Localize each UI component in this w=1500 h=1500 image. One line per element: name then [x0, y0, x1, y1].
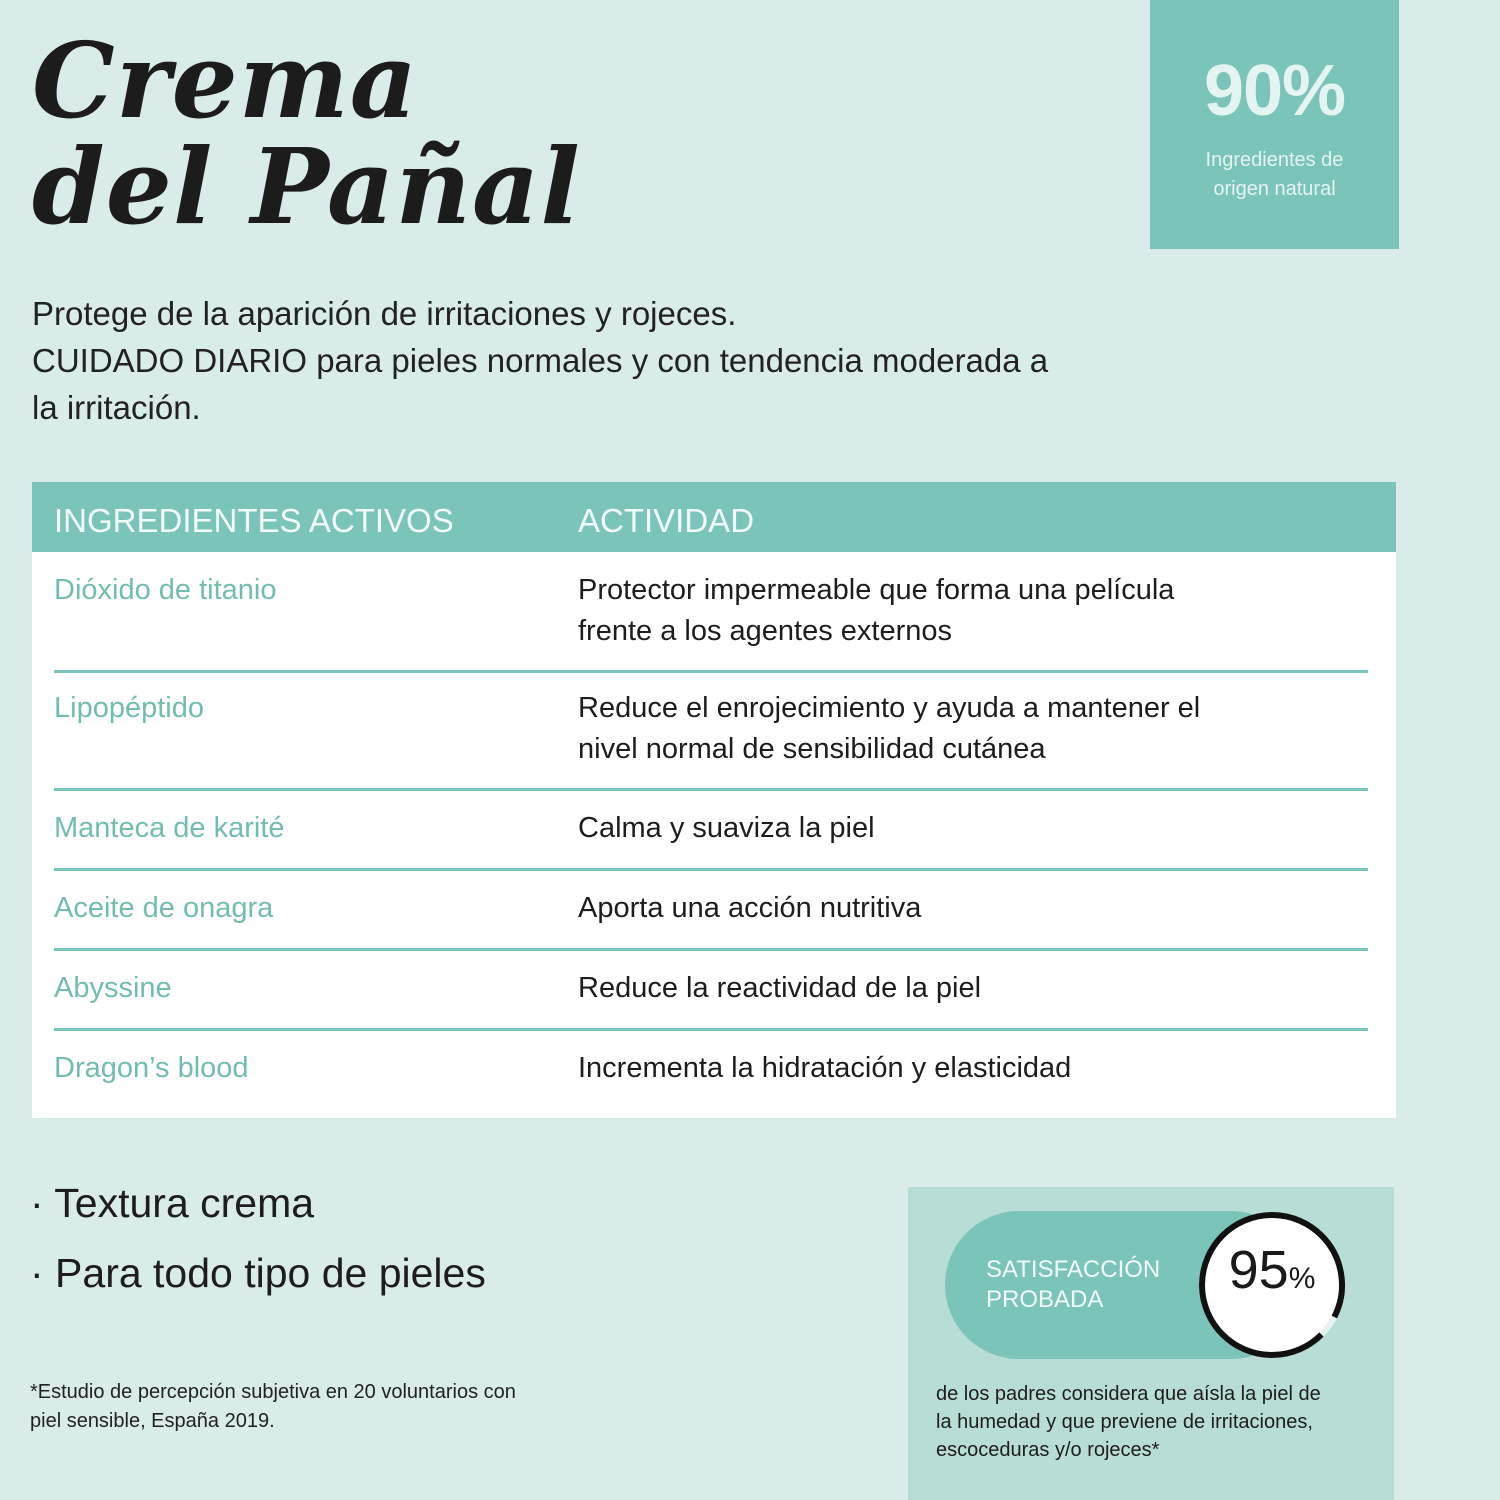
satisfaction-label: [986, 1255, 1160, 1315]
satisfaction-description: [936, 1380, 1376, 1464]
table-row: [54, 808, 1368, 871]
activity-line-1: Protector impermeable que forma una película: [578, 574, 1175, 606]
ingredient-name: Manteca de karité: [54, 812, 285, 844]
intro-line-1: Protege de la aparición de irritaciones y rojeces.: [32, 295, 737, 332]
ingredients-table: [32, 482, 1396, 1118]
intro-line-3: la irritación.: [32, 389, 201, 426]
ingredient-activity: Reduce la reactividad de la piel: [578, 972, 982, 1004]
satisfaction-desc-line-3: escoceduras y/o rojeces*: [936, 1439, 1160, 1461]
satisfaction-number: 95: [1228, 1240, 1289, 1300]
badge-caption: [1150, 146, 1399, 204]
table-row: [54, 688, 1368, 791]
activity-line-1: Reduce el enrojecimiento y ayuda a mantener el: [578, 692, 1201, 724]
ingredient-name: Abyssine: [54, 972, 172, 1004]
badge-caption-line-2: origen natural: [1213, 178, 1336, 200]
title-line-2: del Pañal: [32, 125, 581, 248]
intro-line-2: CUIDADO DIARIO para pieles normales y con tendencia moderada a: [32, 342, 1049, 379]
satisfaction-value: [1197, 1235, 1347, 1314]
satisfaction-label-line-1: SATISFACCIÓN: [986, 1256, 1161, 1283]
header-ingredients: INGREDIENTES ACTIVOS: [54, 502, 454, 539]
table-row: [54, 888, 1368, 951]
intro-text: [32, 290, 1182, 431]
activity-line-2: frente a los agentes externos: [578, 615, 953, 647]
badge-value: 90%: [1203, 51, 1346, 131]
table-header: [32, 482, 1396, 552]
title-line-1: Crema: [32, 19, 419, 142]
ingredient-name: Lipopéptido: [54, 692, 204, 724]
footnote-line-1: *Estudio de percepción subjetiva en 20 voluntarios con: [30, 1381, 516, 1403]
ingredient-name: Dióxido de titanio: [54, 574, 277, 606]
ingredient-name: Aceite de onagra: [54, 892, 274, 924]
footnote-line-2: piel sensible, España 2019.: [30, 1410, 275, 1432]
activity-line-2: nivel normal de sensibilidad cutánea: [578, 733, 1046, 765]
natural-ingredients-badge: [1150, 0, 1399, 249]
ingredient-activity: Calma y suaviza la piel: [578, 812, 875, 844]
feature-item: · Textura crema: [30, 1180, 315, 1226]
satisfaction-unit: %: [1288, 1262, 1316, 1295]
badge-caption-line-1: Ingredientes de: [1205, 149, 1344, 171]
table-row: [54, 968, 1368, 1031]
ingredient-name: Dragon’s blood: [54, 1052, 249, 1084]
ingredient-activity: [578, 688, 1338, 770]
satisfaction-label-line-2: PROBADA: [986, 1286, 1104, 1313]
feature-list: [30, 1180, 486, 1320]
ingredient-activity: [578, 570, 1338, 652]
page-title: [32, 19, 581, 248]
table-row: [54, 1048, 1368, 1108]
table-row: [54, 570, 1368, 673]
ingredient-activity: Aporta una acción nutritiva: [578, 892, 922, 924]
ingredient-activity: Incrementa la hidratación y elasticidad: [578, 1052, 1072, 1084]
satisfaction-desc-line-1: de los padres considera que aísla la piel de: [936, 1383, 1321, 1405]
satisfaction-desc-line-2: la humedad y que previene de irritaciones,: [936, 1411, 1313, 1433]
study-footnote: [30, 1378, 610, 1436]
header-activity: ACTIVIDAD: [578, 502, 755, 539]
satisfaction-panel: [908, 1187, 1394, 1500]
feature-item: · Para todo tipo de pieles: [30, 1250, 486, 1296]
